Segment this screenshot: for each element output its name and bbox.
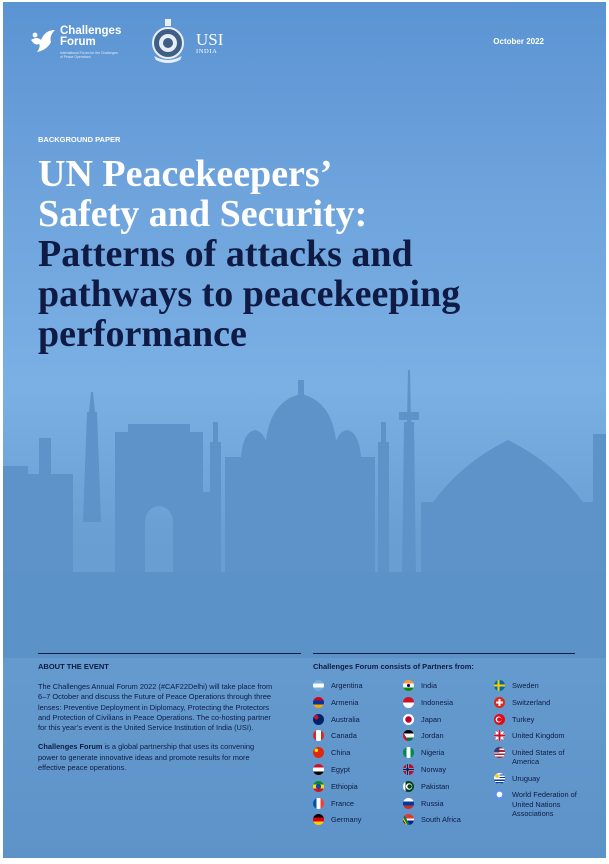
armenia-flag-icon xyxy=(313,697,324,708)
dove-icon xyxy=(29,28,57,54)
argentina-flag-icon xyxy=(313,680,324,691)
usi-emblem-icon xyxy=(150,18,186,64)
partner-item xyxy=(494,698,586,708)
canada-flag-icon xyxy=(313,730,324,741)
partners-divider xyxy=(313,653,575,654)
partner-item xyxy=(403,748,503,758)
partner-item xyxy=(313,765,413,775)
partner-name: Ethiopia xyxy=(331,781,358,791)
about-paragraph-2-bold: Challenges Forum xyxy=(38,742,103,752)
partners-column-1 xyxy=(313,681,413,832)
united-kingdom-flag-icon xyxy=(494,730,505,741)
partner-item xyxy=(494,790,586,818)
partner-item xyxy=(494,774,586,784)
partner-item xyxy=(403,715,503,725)
document-type-label: BACKGROUND PAPER xyxy=(38,135,121,144)
partner-name: World Federation of United Nations Associations xyxy=(512,790,577,818)
cover-page xyxy=(3,2,606,858)
partner-name: United States of America xyxy=(512,748,565,767)
indonesia-flag-icon xyxy=(403,697,414,708)
usi-logo-main: USI xyxy=(196,30,224,49)
united-states-flag-icon xyxy=(494,747,505,758)
switzerland-flag-icon xyxy=(494,697,505,708)
about-section xyxy=(38,662,273,782)
partners-column-2 xyxy=(403,681,503,832)
partner-item xyxy=(403,731,503,741)
document-title xyxy=(38,154,578,354)
partners-heading: Challenges Forum consists of Partners from: xyxy=(313,662,474,671)
partner-item xyxy=(403,681,503,691)
china-flag-icon xyxy=(313,747,324,758)
header-bar xyxy=(3,2,606,82)
norway-flag-icon xyxy=(403,764,414,775)
partner-name: Switzerland xyxy=(512,697,551,707)
partner-name: Armenia xyxy=(331,697,359,707)
partner-item xyxy=(494,731,586,741)
pakistan-flag-icon xyxy=(403,781,414,792)
partner-item xyxy=(313,731,413,741)
partner-name: Argentina xyxy=(331,681,363,690)
about-divider xyxy=(38,653,301,654)
partner-name: Uruguay xyxy=(512,773,540,783)
about-paragraph-2 xyxy=(38,742,273,773)
un-flag-icon xyxy=(494,789,505,800)
partner-name: France xyxy=(331,798,355,808)
partner-item xyxy=(403,765,503,775)
partner-name: Japan xyxy=(421,714,442,724)
nigeria-flag-icon xyxy=(403,747,414,758)
partner-item xyxy=(494,681,586,691)
germany-flag-icon xyxy=(313,814,324,825)
partner-name: Nigeria xyxy=(421,748,445,758)
partner-item xyxy=(313,748,413,758)
about-paragraph-1: The Challenges Annual Forum 2022 (#CAF22Delhi) will take place from 6–7 October and discuss the Future of Peace Operations through three lenses: Preventive Deployment in Diplomacy, Protecting the Protectors and Protection of Civilians in Peace Operations. The co-hosting partner for this year’s event is the United Service Institution of India (USI). xyxy=(38,682,273,733)
partner-item xyxy=(403,815,503,825)
delhi-skyline-illustration xyxy=(3,362,606,658)
about-paragraph-2-rest: is a global partnership that uses its convening power to generate innovative ideas and promote results for more effective peace operations. xyxy=(38,742,255,773)
usi-logo-text xyxy=(196,32,223,55)
title-line-3: Patterns of attacks and xyxy=(38,233,413,275)
egypt-flag-icon xyxy=(313,764,324,775)
australia-flag-icon xyxy=(313,714,324,725)
title-line-1: UN Peacekeepers’ xyxy=(38,153,333,195)
partner-name: Indonesia xyxy=(421,697,454,707)
partner-item xyxy=(403,698,503,708)
uruguay-flag-icon xyxy=(494,773,505,784)
partner-name: Germany xyxy=(331,815,362,825)
partner-item xyxy=(313,782,413,792)
turkey-flag-icon xyxy=(494,714,505,725)
ethiopia-flag-icon xyxy=(313,781,324,792)
japan-flag-icon xyxy=(403,714,414,725)
partner-item xyxy=(494,715,586,725)
cf-logo-line1: Challenges xyxy=(60,25,122,37)
partner-name: Turkey xyxy=(512,714,535,724)
partner-name: Jordan xyxy=(421,731,444,741)
south-africa-flag-icon xyxy=(403,814,414,825)
partner-name: Egypt xyxy=(331,764,350,774)
partner-name: Sweden xyxy=(512,681,539,690)
partner-item xyxy=(494,748,586,767)
partner-name: South Africa xyxy=(421,815,461,825)
partner-item xyxy=(313,815,413,825)
russia-flag-icon xyxy=(403,798,414,809)
partner-name: Australia xyxy=(331,714,360,724)
challenges-forum-logo[interactable] xyxy=(29,24,122,68)
sweden-flag-icon xyxy=(494,680,505,691)
title-line-5: performance xyxy=(38,313,247,355)
cf-logo-line2: Forum xyxy=(60,36,96,48)
publication-date: October 2022 xyxy=(493,37,544,46)
partner-name: Canada xyxy=(331,731,357,741)
india-flag-icon xyxy=(403,680,414,691)
title-line-4: pathways to peacekeeping xyxy=(38,273,461,315)
partner-item xyxy=(313,681,413,691)
partner-name: Russia xyxy=(421,798,444,808)
partners-column-3 xyxy=(494,681,586,825)
partner-name: United Kingdom xyxy=(512,731,565,741)
title-line-2: Safety and Security: xyxy=(38,193,368,235)
partner-item xyxy=(403,782,503,792)
partner-name: India xyxy=(421,681,438,690)
about-heading: ABOUT THE EVENT xyxy=(38,662,109,671)
partner-item xyxy=(313,799,413,809)
jordan-flag-icon xyxy=(403,730,414,741)
france-flag-icon xyxy=(313,798,324,809)
cf-logo-tagline: International Forum for the Challenges of Peace Operations xyxy=(60,51,118,59)
partner-name: China xyxy=(331,748,351,758)
partner-name: Norway xyxy=(421,764,447,774)
partner-item xyxy=(313,698,413,708)
partner-item xyxy=(313,715,413,725)
usi-india-logo[interactable] xyxy=(150,18,228,66)
usi-logo-sub: INDIA xyxy=(196,48,218,55)
cf-logo-name xyxy=(60,26,121,48)
partner-name: Pakistan xyxy=(421,781,450,791)
partner-item xyxy=(403,799,503,809)
